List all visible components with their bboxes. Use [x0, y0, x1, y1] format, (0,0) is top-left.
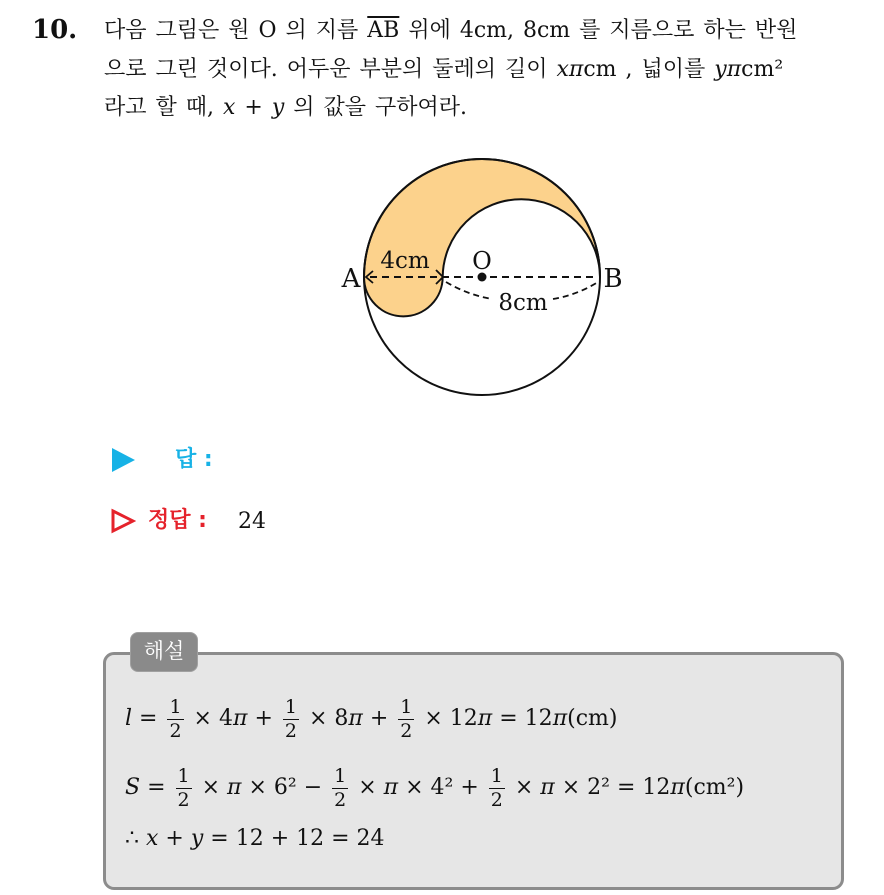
math-variable: l [125, 706, 133, 731]
solution-tab: 해설 [130, 632, 198, 672]
text-segment: + [247, 706, 280, 731]
correct-answer-value: 24 [238, 509, 266, 534]
math-variable: y [190, 826, 204, 851]
outline-triangle-icon [110, 508, 136, 534]
math-variable: π [348, 706, 363, 731]
fraction-numerator: 1 [284, 695, 297, 718]
text-segment: (cm²) [684, 775, 745, 800]
text-segment: × 12 [417, 706, 478, 731]
text-segment: = [132, 706, 165, 731]
shaded-region [364, 159, 600, 316]
text-segment: × 4 [186, 706, 233, 731]
problem-line [104, 55, 783, 85]
filled-triangle-icon [110, 447, 136, 473]
fraction-numerator: 1 [169, 695, 182, 718]
text-segment: 위에 4cm, 8cm 를 지름으로 하는 반원 [399, 18, 798, 43]
point-b-label: B [603, 264, 623, 294]
fraction [176, 765, 192, 812]
fraction-denominator: 2 [490, 788, 503, 811]
fraction [489, 765, 505, 812]
fraction-numerator: 1 [490, 764, 503, 787]
math-variable: π [227, 775, 242, 800]
text-segment: ∴ [125, 826, 146, 851]
large-diameter-dimension-right [553, 282, 598, 299]
answer-label: 답 : [175, 447, 213, 472]
fraction [398, 696, 414, 743]
large-diameter-dimension-left [446, 282, 492, 299]
text-segment: × 6² − [241, 775, 330, 800]
question-number: 10. [32, 15, 78, 45]
text-segment: 다음 그림은 원 O 의 지름 [104, 18, 368, 43]
text-segment: = 12 + 12 = 24 [203, 826, 385, 851]
solution-line-conclusion [125, 824, 385, 854]
text-segment: × [351, 775, 384, 800]
math-variable: y [271, 95, 285, 120]
small-diameter-label: 4cm [380, 248, 430, 274]
fraction [332, 765, 348, 812]
text-segment: cm , 넓이를 [583, 57, 715, 82]
math-variable: x [222, 95, 236, 120]
fraction [283, 696, 299, 743]
text-segment: 의 값을 구하여라. [284, 95, 468, 120]
text-segment: × 2² = 12 [554, 775, 671, 800]
fraction-denominator: 2 [400, 719, 413, 742]
overlined-segment: $\overline{AB}$ [367, 18, 400, 43]
text-segment: × 4² + [398, 775, 486, 800]
fraction-numerator: 1 [334, 764, 347, 787]
math-variable: S [125, 775, 141, 800]
math-variable: x [146, 826, 159, 851]
math-variable: xπ [556, 57, 584, 82]
text-segment: = [140, 775, 173, 800]
text-segment: + [362, 706, 396, 731]
problem-line [104, 16, 797, 46]
text-segment: = 12 [492, 706, 553, 731]
text-segment: + [158, 826, 191, 851]
text-segment: (cm) [567, 706, 618, 731]
text-segment: cm² [741, 57, 784, 82]
fraction-denominator: 2 [284, 719, 297, 742]
problem-line [104, 93, 467, 123]
text-segment: × [194, 775, 228, 800]
text-segment: + [235, 95, 272, 120]
math-variable: π [670, 775, 685, 800]
text-segment: 으로 그린 것이다. 어두운 부분의 둘레의 길이 [104, 57, 557, 82]
correct-answer-label: 정답 : [148, 508, 207, 533]
math-variable: π [477, 706, 493, 731]
fraction-denominator: 2 [334, 788, 347, 811]
solution-line-area [125, 756, 744, 820]
large-diameter-label: 8cm [498, 290, 548, 316]
point-o-label: O [472, 247, 492, 275]
math-variable: π [552, 706, 568, 731]
math-variable: π [540, 775, 555, 800]
math-variable: π [232, 706, 248, 731]
fraction-denominator: 2 [169, 719, 182, 742]
fraction-numerator: 1 [400, 695, 413, 718]
semicircle-diagram [320, 150, 640, 405]
fraction-denominator: 2 [177, 788, 190, 811]
solution-line-perimeter [125, 687, 618, 751]
point-a-label: A [341, 264, 361, 294]
math-variable: π [383, 775, 399, 800]
text-segment: × [507, 775, 541, 800]
fraction-numerator: 1 [177, 764, 190, 787]
fraction [167, 696, 183, 743]
math-variable: yπ [714, 57, 742, 82]
text-segment: 라고 할 때, [104, 95, 223, 120]
text-segment: × 8 [301, 706, 349, 731]
